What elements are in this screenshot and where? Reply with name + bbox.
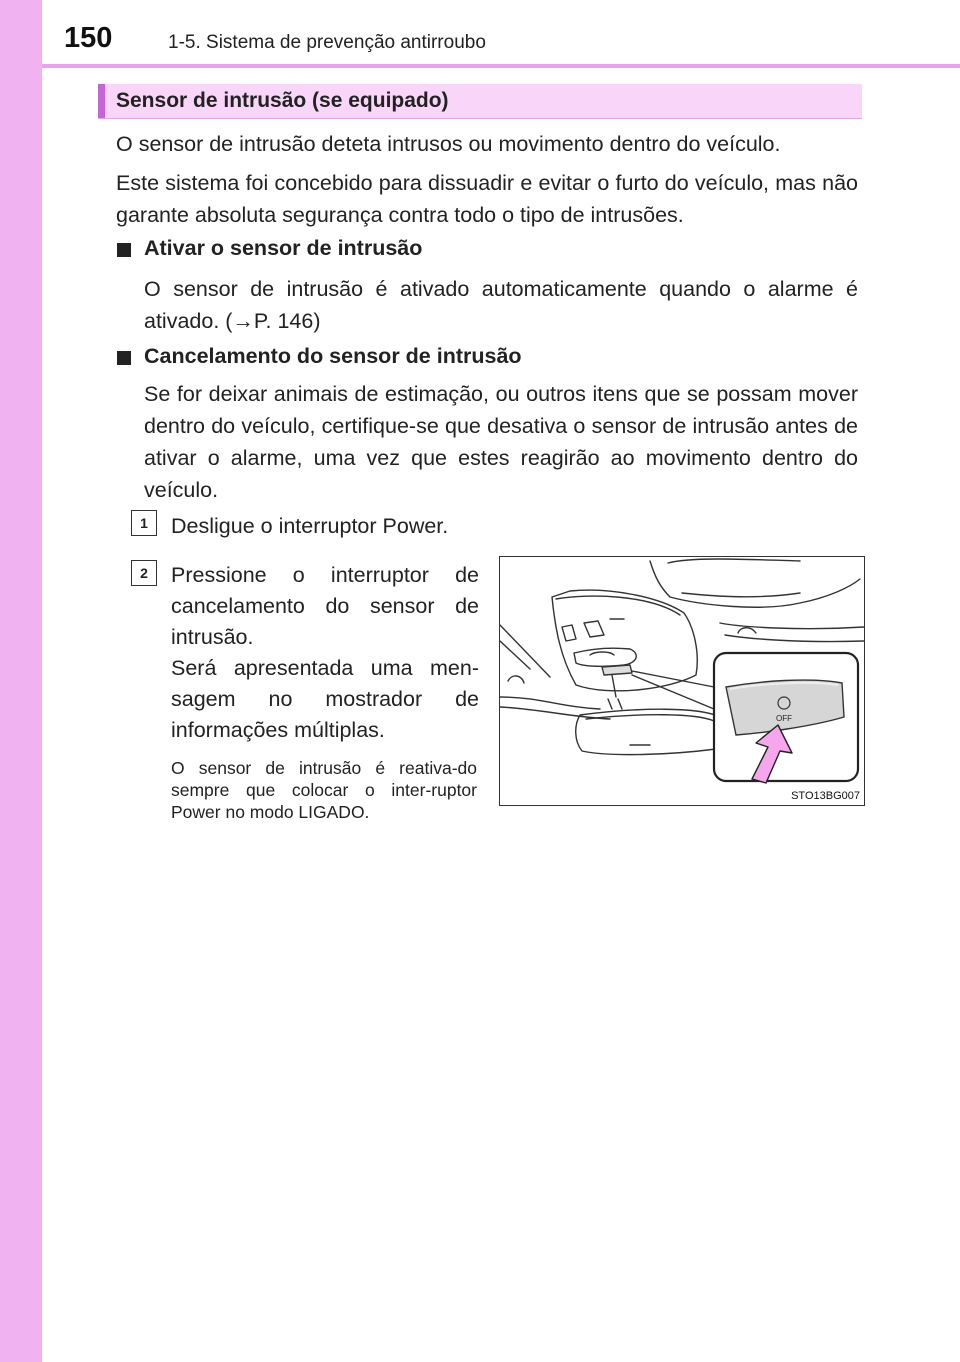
bullet-square-icon — [117, 243, 131, 257]
bullet-text-activate: O sensor de intrusão é ativado automaticamente quando o alarme é ativado. (→P. 146) — [144, 277, 858, 333]
figure-code: STO13BG007 — [791, 790, 860, 802]
step-2-message: Será apresentada uma men-sagem no mostrador de informações múltiplas. — [171, 656, 479, 742]
step-1-text: Desligue o interruptor Power. — [171, 514, 449, 538]
console-drawing — [500, 557, 864, 805]
bullet-text-cancel: Se for deixar animais de estimação, ou outros itens que se possam mover dentro do veículo, certifique-se que desativa o sensor de intrusão antes de ativar o alarme, uma vez que estes reagirão ao movimento dentro do veículo. — [144, 382, 858, 502]
step-number-1: 1 — [131, 510, 157, 536]
intro-paragraph-1: O sensor de intrusão deteta intrusos ou movimento dentro do veículo. — [116, 132, 781, 156]
header-rule — [42, 64, 960, 68]
step-number-2: 2 — [131, 560, 157, 586]
section-title: Sensor de intrusão (se equipado) — [116, 89, 449, 112]
section-heading-bar — [98, 84, 862, 119]
step-2-note: O sensor de intrusão é reativa-do sempre que colocar o inter-ruptor Power no modo LIGADO. — [171, 758, 477, 822]
bullet-square-icon — [117, 351, 131, 365]
intro-paragraph-2: Este sistema foi concebido para dissuadir e evitar o furto do veículo, mas não garante absoluta segurança contra todo o tipo de intrusões. — [116, 171, 858, 227]
bullet-heading-activate: Ativar o sensor de intrusão — [144, 236, 423, 260]
bullet-heading-cancel: Cancelamento do sensor de intrusão — [144, 344, 522, 368]
step-2-text: Pressione o interruptor de cancelamento do sensor de intrusão. — [171, 563, 479, 649]
page-number: 150 — [64, 22, 113, 54]
section-accent — [98, 84, 105, 118]
chapter-title: 1-5. Sistema de prevenção antirroubo — [168, 32, 486, 53]
overhead-console-illustration — [499, 556, 865, 806]
off-button-label: OFF — [776, 714, 792, 723]
page-margin-bar — [0, 0, 42, 1362]
